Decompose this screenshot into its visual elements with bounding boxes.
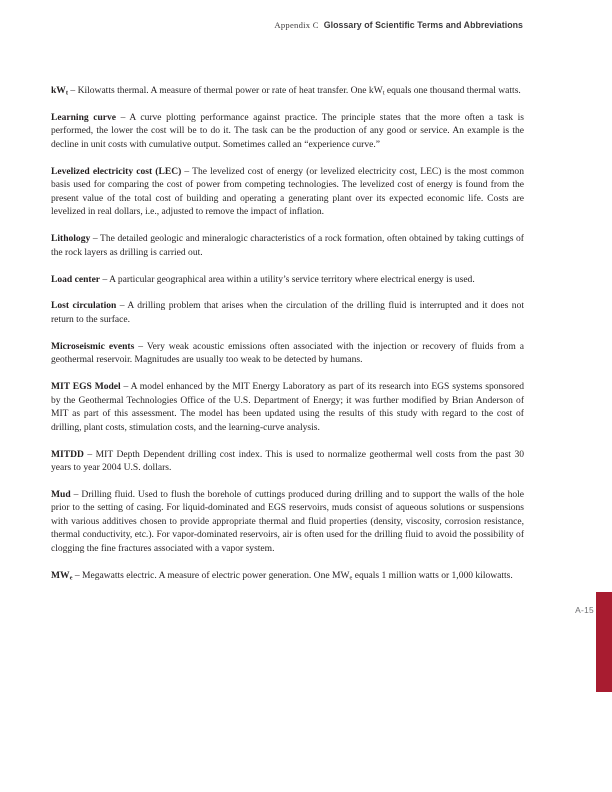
page-number: A-15 — [575, 605, 594, 615]
glossary-definition: – Megawatts electric. A measure of electric power generation. One MW — [72, 569, 350, 581]
glossary-definition-tail: equals one thousand thermal watts. — [384, 85, 521, 96]
glossary-entry-load-center — [51, 273, 524, 286]
glossary-term: Microseismic events — [51, 340, 135, 352]
glossary-definition: – The detailed geologic and mineralogic characteristics of a rock formation, often obtained by taking cuttings of the rock layers as drilling is carried out. — [51, 233, 524, 258]
glossary-term: MITDD — [51, 448, 84, 460]
glossary-term: Load center — [51, 273, 101, 285]
running-header — [51, 16, 523, 32]
definition-subscript: e — [349, 574, 353, 582]
glossary-content — [51, 84, 524, 582]
glossary-entry-mit-egs-model — [51, 380, 524, 434]
definition-subscript: t — [382, 89, 385, 97]
glossary-entry-mwe — [51, 569, 524, 582]
glossary-entry-microseismic-events — [51, 340, 524, 367]
glossary-term: Levelized electricity cost (LEC) — [51, 165, 182, 177]
glossary-definition: – Very weak acoustic emissions often associated with the injection or recovery of fluids from a geothermal reservoir. Magnitudes are usually too weak to be detected by humans. — [51, 340, 524, 366]
glossary-entry-mud — [51, 488, 524, 555]
glossary-entry-mitdd — [51, 448, 524, 475]
glossary-entry-levelized-electricity-cost — [51, 165, 524, 219]
header-appendix-label: Appendix C — [274, 20, 319, 30]
glossary-definition: – Kilowatts thermal. A measure of thermal power or rate of heat transfer. One kW — [68, 85, 383, 96]
glossary-entry-kwt — [51, 84, 524, 97]
glossary-definition: – A curve plotting performance against practice. The principle states that the more often a task is performed, the lower the cost will be to do it. The task can be the production of any good or service. An example is the decline in unit costs with cumulative output. Sometimes called an “experience curve.” — [51, 111, 525, 150]
term-subscript: t — [65, 89, 69, 97]
glossary-term: $MW_e$ — [51, 569, 73, 582]
glossary-definition: – MIT Depth Dependent drilling cost index. This is used to normalize geothermal well costs from the past 30 years to year 2004 U.S. dollars. — [51, 448, 524, 474]
glossary-term: Lithology — [51, 233, 91, 245]
glossary-definition: – The levelized cost of energy (or levelized electricity cost, LEC) is the most common basis used for comparing the cost of power from competing technologies. The levelized cost of energy is found from the present value of the total cost of building and operating a generating plant over its expected economic life. Costs are levelized in real dollars, i.e., adjusted to remove the impact of inflation. — [51, 165, 524, 218]
glossary-definition: – A particular geographical area within a utility’s service territory where electrical energy is used. — [100, 273, 475, 285]
glossary-definition: – A drilling problem that arises when the circulation of the drilling fluid is interrupted and it does not return to the surface. — [51, 300, 524, 325]
glossary-definition-tail: equals 1 million watts or 1,000 kilowatts. — [352, 569, 513, 581]
term-subscript: e — [69, 574, 73, 582]
glossary-entry-lost-circulation — [51, 299, 524, 326]
glossary-term: Mud — [51, 489, 71, 501]
glossary-term: Learning curve — [51, 111, 117, 123]
glossary-term: $kW_t$ — [51, 85, 69, 97]
header-section-title: Glossary of Scientific Terms and Abbreviations — [323, 20, 523, 30]
chapter-thumb-tab — [596, 592, 612, 692]
glossary-definition: – A model enhanced by the MIT Energy Laboratory as part of its research into EGS systems sponsored by the Geothermal Technologies Office of the U.S. Department of Energy; it was further modified by Brian Anderson of MIT as part of this assessment. The model has been updated using the results of this study with regard to the cost of drilling, plant costs, stimulation costs, and the learning-curve analysis. — [51, 381, 524, 433]
glossary-term: MIT EGS Model — [51, 381, 121, 393]
glossary-definition: – Drilling fluid. Used to flush the borehole of cuttings produced during drilling and to support the walls of the hole prior to the setting of casing. For liquid-dominated and EGS reservoirs, muds consist of aqueous solutions or suspensions with various additives chosen to provide appropriate thermal and fluid properties (density, viscosity, corrosion resistance, thermal conductivity, etc.). For vapor-dominated reservoirs, air is often used for the drilling fluid to avoid the possibility of clogging the fine fractures associated with a vapor system. — [51, 489, 524, 554]
glossary-entry-lithology — [51, 232, 524, 259]
glossary-term: Lost circulation — [51, 300, 117, 312]
glossary-entry-learning-curve — [51, 111, 524, 151]
